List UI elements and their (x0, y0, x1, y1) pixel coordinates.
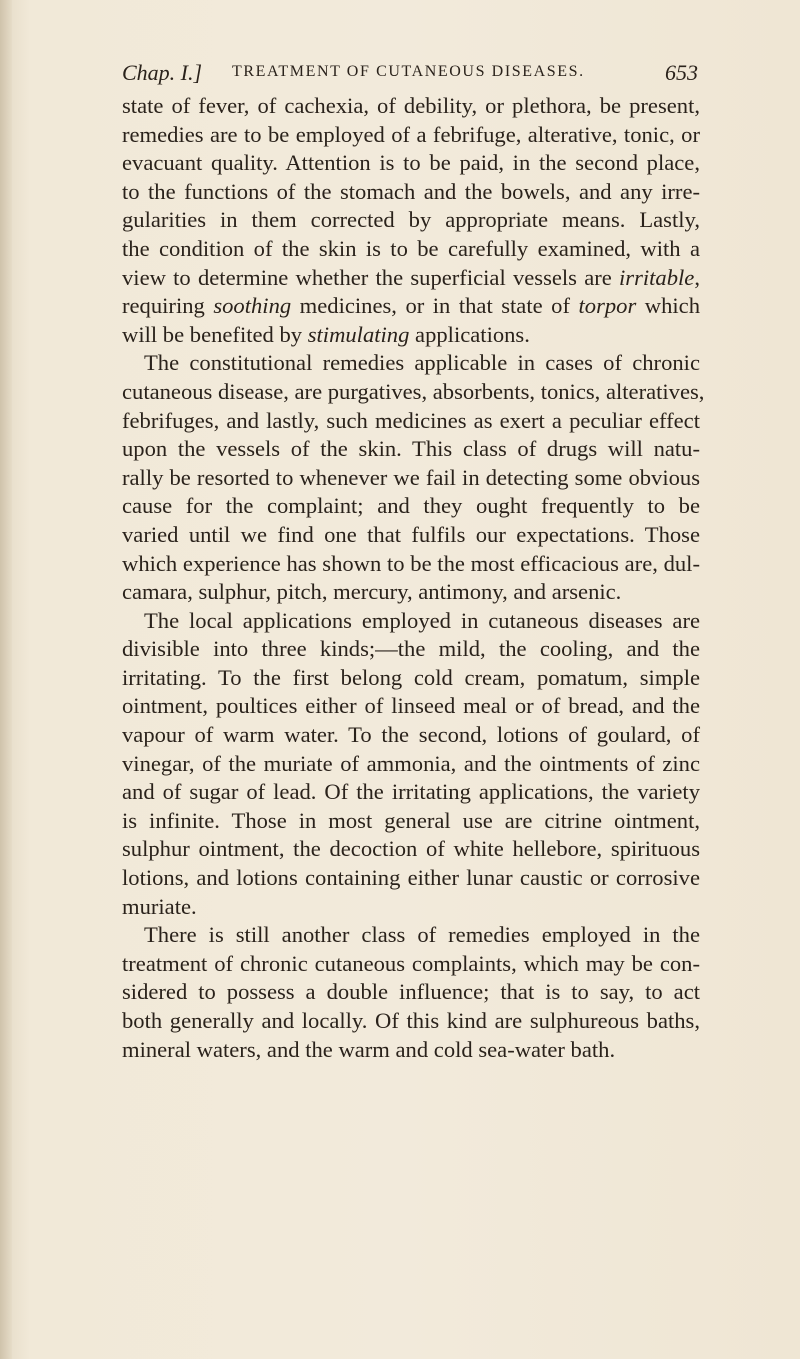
text-segment: view to determine whether the superficial vessels are (122, 264, 620, 290)
text-line (122, 607, 700, 636)
text-segment: state of fever, of cachexia, of debility, or plethora, be present, (122, 93, 700, 118)
text-segment: gularities in them corrected by appropriate means. Lastly, (122, 207, 700, 233)
text-line (122, 807, 700, 836)
text-line (122, 721, 700, 750)
text-segment: varied until we find one that fulfils our expectations. Those (122, 521, 700, 547)
text-line (122, 464, 700, 493)
text-line (122, 521, 700, 550)
text-line (122, 750, 700, 779)
text-segment: mineral waters, and the warm and cold sea-water bath. (122, 1036, 616, 1062)
text-segment: divisible into three kinds;—the mild, the cooling, and the (122, 636, 700, 662)
text-segment: sidered to possess a double influence; that is to say, to act (122, 979, 700, 1005)
text-segment: requiring (122, 293, 214, 319)
italic-term: soothing (213, 293, 292, 319)
running-title: TREATMENT OF CUTANEOUS DISEASES. (232, 63, 585, 80)
text-segment: rally be resorted to whenever we fail in detecting some obvious (122, 464, 700, 490)
paragraph (122, 921, 700, 1064)
text-segment: , (694, 264, 700, 290)
text-segment: cutaneous disease, are purgatives, absorbents, tonics, alteratives, (122, 378, 705, 404)
text-segment: evacuant quality. Attention is to be paid, in the second place, (122, 150, 700, 176)
text-line (122, 1007, 700, 1036)
text-segment: The constitutional remedies applicable in cases of chronic (144, 350, 700, 376)
text-line (122, 1036, 700, 1065)
text-segment: febrifuges, and lastly, such medicines as exert a peculiar effect (122, 407, 700, 433)
text-line (122, 492, 700, 521)
text-segment: vinegar, of the muriate of ammonia, and the ointments of zinc (122, 750, 700, 776)
text-line (122, 378, 705, 407)
paragraph (122, 92, 700, 349)
paragraph (122, 607, 700, 922)
text-segment: vapour of warm water. To the second, lotions of goulard, of (122, 722, 700, 748)
text-segment: upon the vessels of the skin. This class of drugs will natu- (122, 436, 700, 462)
italic-term: irritable (619, 264, 695, 290)
text-line (122, 92, 700, 121)
text-segment: irritating. To the first belong cold cream, pomatum, simple (122, 664, 700, 690)
text-segment: ointment, poultices either of linseed meal or of bread, and the (122, 693, 700, 719)
text-line (122, 149, 700, 178)
text-line (122, 778, 700, 807)
paragraph (122, 349, 705, 606)
text-line (122, 893, 700, 922)
text-line (122, 407, 700, 436)
text-line (122, 235, 700, 264)
text-line (122, 321, 700, 350)
text-line (122, 664, 700, 693)
text-segment: the condition of the skin is to be carefully examined, with a (122, 235, 700, 261)
text-segment: sulphur ointment, the decoction of white hellebore, spirituous (122, 836, 700, 862)
text-segment: treatment of chronic cutaneous complaints, which may be con- (122, 950, 700, 976)
text-segment: remedies are to be employed of a febrifuge, alterative, tonic, or (122, 121, 700, 147)
text-segment: is infinite. Those in most general use are citrine ointment, (122, 807, 700, 833)
text-segment: The local applications employed in cutaneous diseases are (144, 607, 700, 633)
text-line (122, 206, 700, 235)
text-segment: which experience has shown to be the most efficacious are, dul- (122, 550, 700, 576)
text-segment: medicines, or in that state of (291, 293, 579, 319)
text-segment: camara, sulphur, pitch, mercury, antimony, and arsenic. (122, 579, 622, 605)
chapter-reference: Chap. I.] (122, 60, 203, 85)
text-segment: and of sugar of lead. Of the irritating applications, the variety (122, 779, 700, 805)
text-line (122, 121, 700, 150)
italic-term: torpor (578, 293, 637, 319)
text-line (122, 635, 700, 664)
text-segment: cause for the complaint; and they ought frequently to be (122, 493, 700, 519)
text-line (122, 435, 700, 464)
text-segment: will be benefited by (122, 321, 308, 347)
text-line (122, 292, 700, 321)
text-line (122, 835, 700, 864)
page-number: 653 (665, 60, 698, 85)
text-segment: applications. (409, 321, 530, 347)
text-segment: lotions, and lotions containing either lunar caustic or corrosive (122, 865, 700, 891)
body-text (122, 92, 705, 1064)
text-line (122, 264, 700, 293)
page-binding-shadow (0, 0, 12, 1359)
text-line (122, 864, 700, 893)
text-line (122, 921, 700, 950)
text-segment: to the functions of the stomach and the bowels, and any irre- (122, 178, 700, 204)
text-line (122, 578, 700, 607)
text-line (122, 178, 700, 207)
text-line (122, 692, 700, 721)
text-line (122, 550, 700, 579)
text-segment: muriate. (122, 893, 197, 919)
running-head (122, 60, 698, 90)
text-line (122, 978, 700, 1007)
text-segment: which (636, 293, 700, 319)
text-line (122, 349, 700, 378)
text-line (122, 950, 700, 979)
text-segment: There is still another class of remedies employed in the (144, 922, 700, 948)
text-segment: both generally and locally. Of this kind are sulphureous baths, (122, 1008, 700, 1033)
italic-term: stimulating (307, 321, 410, 347)
